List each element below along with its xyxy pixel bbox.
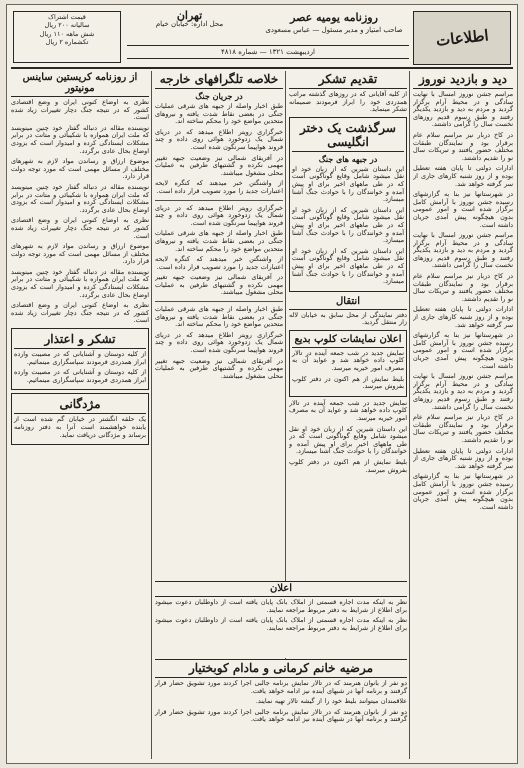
headline-foreign-telegrams: خلاصه تلگرافهای خارجه xyxy=(155,71,283,89)
thanks-notice-box xyxy=(11,328,149,390)
section-separator xyxy=(155,301,283,302)
subscription-price-box xyxy=(13,11,121,63)
logo-text: اطلاعات xyxy=(434,26,490,50)
headline-nowruz: دید و بازدید نوروز xyxy=(413,71,513,89)
club-notice-box xyxy=(289,330,407,397)
column-divider xyxy=(409,71,410,759)
article-paragraph: در کاخ دربار نیز مراسم سلام عام برقرار بود و نمایندگان طبقات مختلف حضور یافتند و تبریکات سال نو را تقدیم داشتند. xyxy=(413,413,513,444)
headline-apology: تشکر و اعتذار xyxy=(14,331,146,349)
headline-reward: مژدگانی xyxy=(14,396,146,414)
article-paragraph: این داستان شیرین که از زبان خود او نقل میشود شامل وقایع گوناگونی است که در طی ماههای اخیر برای او پیش آمده و خوانندگان را با حوادث جنگ آشنا میسازد. xyxy=(292,205,404,245)
article-paragraph: طبق اخبار واصله از جبهه های شرقی عملیات جنگی در بعضی نقاط شدت یافته و نیروهای متحدین مواضع خود را محکم ساخته اند. xyxy=(155,305,283,329)
newspaper-logo xyxy=(413,11,511,65)
wide-performance-notice xyxy=(155,659,407,762)
headline-english-girl: سرگذشت یک دختر انگلیسی xyxy=(292,120,404,152)
article-paragraph: در کاخ دربار نیز مراسم سلام عام برقرار بود و نمایندگان طبقات مختلف حضور یافتند و تبریکات سال نو را تقدیم داشتند. xyxy=(413,272,513,303)
article-paragraph: در آفریقای شمالی نیز وضعیت جبهه تغییر مهمی نکرده و گشتیهای طرفین به عملیات محلی مشغول میباشند. xyxy=(155,356,283,380)
article-paragraph: ادارات دولتی تا پایان هفته تعطیل بوده و از روز شنبه کارهای جاری از سر گرفته خواهد شد. xyxy=(413,446,513,470)
article-paragraph: در شهرستانها نیز بنا به گزارشهای رسیده جشن نوروز با آرامش کامل برگزار شده است و امور عمومی بدون هیچگونه پیش آمدی جریان داشته است. xyxy=(413,472,513,511)
column-nowruz xyxy=(413,71,513,759)
article-paragraph: نویسنده مقاله در دنباله گفتار خود چنین مینویسد که ملت ایران همواره با شکیبائی و متانت در برابر مشکلات ایستادگی کرده و امیدوار است که بزودی اوضاع بحال عادی برگردد. xyxy=(11,182,149,214)
article-paragraph: نظری به اوضاع کنونی ایران و وضع اقتصادی کشور که در نتیجه جنگ دچار تغییرات زیاد شده است. xyxy=(11,301,149,325)
article-paragraph: از واشنگتن خبر میدهند که کنگره لایحه اعتبارات جدید را مورد تصویب قرار داده است. xyxy=(155,179,283,195)
reward-notice-box xyxy=(11,393,149,445)
article-paragraph: دفتر نمایندگی از محل سابق به خیابان لاله زار منتقل گردید. xyxy=(289,310,407,327)
wide-notice xyxy=(155,581,407,658)
date-strip: اردیبهشت ۱۳۲۱ — شماره ۴۸۱۸ xyxy=(127,45,409,59)
article-paragraph: نمایش جدید در شب جمعه آینده در تالار کلوپ داده خواهد شد و عواید آن به مصرف امور خیریه میرسد. xyxy=(289,398,407,423)
headline-club: اعلان نمایشات کلوپ بدیع xyxy=(292,333,404,348)
article-paragraph: بلیط نمایش از هم اکنون در دفتر کلوپ بفروش میرسد. xyxy=(292,374,404,391)
subheadline: در جبهه های جنگ xyxy=(318,153,378,164)
article-paragraph: در شهرستانها نیز بنا به گزارشهای رسیده جشن نوروز با آرامش کامل برگزار شده است و امور عمومی بدون هیچگونه پیش آمدی جریان داشته است. xyxy=(413,190,513,229)
article-paragraph: یک حلقه انگشتر در خیابان گم شده است از یابنده خواهشمند است آنرا به دفتر روزنامه برساند و مژدگانی دریافت نماید. xyxy=(14,415,146,439)
article-paragraph: در کاخ دربار نیز مراسم سلام عام برقرار بود و نمایندگان طبقات مختلف حضور یافتند و تبریکات سال نو را تقدیم داشتند. xyxy=(413,130,513,162)
article-paragraph: علاقمندان میتوانند بلیط خود را از گیشه تالار تهیه نمایند. xyxy=(255,697,407,706)
article-paragraph: از کلیه دوستان و آشنایانی که در مصیبت وارده ابراز همدردی فرمودند سپاسگزاری مینمائیم. xyxy=(14,368,146,384)
article-paragraph: در شهرستانها نیز بنا به گزارشهای رسیده جشن نوروز با آرامش کامل برگزار شده است و امور عمومی بدون هیچگونه پیش آمدی جریان داشته است. xyxy=(413,331,513,370)
article-paragraph: از واشنگتن خبر میدهند که کنگره لایحه اعتبارات جدید را مورد تصویب قرار داده است. xyxy=(155,255,283,271)
article-paragraph: نمایش جدید در شب جمعه آینده در تالار کلوپ داده خواهد شد و عواید آن به مصرف امور خیریه میرسد. xyxy=(292,348,404,373)
price-line: قیمت اشتراک xyxy=(48,13,86,21)
article-paragraph: نظر به اینکه مدت اجاره قسمتی از املاک بانک پایان یافته است از داوطلبان دعوت میشود برای اطلاع از شرایط به دفتر مربوط مراجعه نمایند. xyxy=(155,616,407,632)
article-paragraph: خبرگزاری رویتر اطلاع میدهد که در دریای شمال یک زدوخورد هوائی روی داده و چند فروند هواپیما سرنگون شده است. xyxy=(155,203,283,227)
headline-notice: اعلان xyxy=(155,582,407,597)
article-paragraph: نظر به اینکه مدت اجاره قسمتی از املاک بانک پایان یافته است از داوطلبان دعوت میشود برای اطلاع از شرایط به دفتر مربوط مراجعه نمایند. xyxy=(155,598,407,614)
headline-thanks: تقدیم تشکر xyxy=(289,71,407,89)
article-paragraph: این داستان شیرین که از زبان خود او نقل میشود شامل وقایع گوناگونی است که در طی ماههای اخیر برای او پیش آمده و خوانندگان را با حوادث جنگ آشنا میسازد. xyxy=(289,424,407,456)
masthead-title: روزنامه یومیه عصر xyxy=(290,11,378,24)
article-paragraph: در آفریقای شمالی نیز وضعیت جبهه تغییر مهمی نکرده و گشتیهای طرفین به عملیات محلی مشغول میباشند. xyxy=(155,273,283,297)
article-paragraph: نظری به اوضاع کنونی ایران و وضع اقتصادی کشور که در نتیجه جنگ دچار تغییرات زیاد شده است. xyxy=(11,216,149,240)
article-paragraph: خبرگزاری رویتر اطلاع میدهد که در دریای شمال یک زدوخورد هوائی روی داده و چند فروند هواپیما سرنگون شده است. xyxy=(155,127,283,151)
article-paragraph: موضوع ارزاق و رساندن مواد لازم به شهرهای مختلف از مسائل مهمی است که مورد توجه دولت قرار دارد. xyxy=(11,157,149,181)
article-paragraph: مراسم جشن نوروز امسال با نهایت سادگی و در محیط آرام برگزار گردید و مردم به دید و بازدید یکدیگر رفتند و طبق رسوم قدیم روزهای نخست سال را گرامی داشتند. xyxy=(413,231,513,270)
article-paragraph: از کلیه دوستان و آشنایانی که در مصیبت وارده ابراز همدردی فرمودند سپاسگزاری مینمائیم. xyxy=(14,350,146,366)
price-line: شش ماهه ۱۱۰ ریال xyxy=(39,29,95,38)
article-paragraph: بلیط نمایش از هم اکنون در دفتر کلوپ بفروش میرسد. xyxy=(289,458,407,474)
article-paragraph: این داستان شیرین که از زبان خود او نقل میشود شامل وقایع گوناگونی است که در طی ماههای اخیر برای او پیش آمده و خوانندگان را با حوادث جنگ آشنا میسازد. xyxy=(292,246,404,286)
article-paragraph: طبق اخبار واصله از جبهه های شرقی عملیات جنگی در بعضی نقاط شدت یافته و نیروهای متحدین مواضع خود را محکم ساخته اند. xyxy=(155,102,283,126)
subheadline: در جریان جنگ xyxy=(195,91,243,101)
article-paragraph: دو نفر از بانوان هنرمند که در تالار نمایش برنامه جالبی اجرا کردند مورد تشویق حضار قرار گرفتند و برنامه آنها در شبهای آینده نیز ادامه خواهد یافت. xyxy=(155,679,407,695)
newspaper-page xyxy=(6,4,518,764)
article-paragraph: دو نفر از بانوان هنرمند که در تالار نمایش برنامه جالبی اجرا کردند مورد تشویق حضار قرار گرفتند و برنامه آنها در شبهای آینده نیز ادامه خواهد یافت. xyxy=(155,707,407,724)
article-paragraph: طبق اخبار واصله از جبهه های شرقی عملیات جنگی در بعضی نقاط شدت یافته و نیروهای متحدین مواضع خود را محکم ساخته اند. xyxy=(155,229,283,253)
article-paragraph: موضوع ارزاق و رساندن مواد لازم به شهرهای مختلف از مسائل مهمی است که مورد توجه دولت قرار دارد. xyxy=(11,242,149,266)
masthead-subtitle: صاحب امتیاز و مدیر مسئول — عباس مسعودی xyxy=(265,26,403,34)
article-paragraph: نظری به اوضاع کنونی ایران و وضع اقتصادی کشور که در نتیجه جنگ دچار تغییرات زیاد شده است. xyxy=(11,98,149,122)
article-paragraph: مراسم جشن نوروز امسال با نهایت سادگی و در محیط آرام برگزار گردید و مردم به دید و بازدید یکدیگر رفتند و طبق رسوم قدیم روزهای نخست سال را گرامی داشتند. xyxy=(413,372,513,411)
price-line: سالیانه ۲۰۰ ریال xyxy=(44,21,90,30)
article-paragraph: ادارات دولتی تا پایان هفته تعطیل بوده و از روز شنبه کارهای جاری از سر گرفته خواهد شد. xyxy=(413,305,513,329)
column-press-review xyxy=(11,71,149,759)
masthead xyxy=(11,9,513,69)
article-paragraph: ادارات دولتی تا پایان هفته تعطیل بوده و از روز شنبه کارهای جاری از سر گرفته خواهد شد. xyxy=(413,164,513,188)
article-paragraph: خبرگزاری رویتر اطلاع میدهد که در دریای شمال یک زدوخورد هوائی روی داده و چند فروند هواپیما سرنگون شده است. xyxy=(155,330,283,355)
headline-monitor: از روزنامه کریستین ساینس مونیتور xyxy=(11,71,149,97)
section-separator xyxy=(155,200,283,201)
article-paragraph: از کلیه آقایانی که در روزهای گذشته مراتب همدردی خود را ابراز فرمودند صمیمانه تشکر مینماید. xyxy=(289,90,407,114)
article-paragraph: نویسنده مقاله در دنباله گفتار خود چنین مینویسد که ملت ایران همواره با شکیبائی و متانت در برابر مشکلات ایستادگی کرده و امیدوار است که بزودی اوضاع بحال عادی برگردد. xyxy=(11,123,149,155)
price-line: تکشماره ۲ ریال xyxy=(45,38,89,47)
headline-performance: مرضیه خانم کرمانی و مادام کوبختیار xyxy=(155,660,407,678)
address-text: محل اداره: خیابان خیام xyxy=(155,20,224,28)
article-paragraph: در آفریقای شمالی نیز وضعیت جبهه تغییر مهمی نکرده و گشتیهای طرفین به عملیات محلی مشغول میباشند. xyxy=(155,153,283,177)
headline-transfer: انتقال xyxy=(289,295,407,310)
address-block xyxy=(127,11,252,43)
article-paragraph: مراسم جشن نوروز امسال با نهایت سادگی و در محیط آرام برگزار گردید و مردم به دید و بازدید یکدیگر رفتند و طبق رسوم قدیم روزهای نخست سال را گرامی داشتند. xyxy=(413,90,513,129)
article-paragraph: نویسنده مقاله در دنباله گفتار خود چنین مینویسد که ملت ایران همواره با شکیبائی و متانت در برابر مشکلات ایستادگی کرده و امیدوار است که بزودی اوضاع بحال عادی برگردد. xyxy=(11,267,149,299)
column-divider xyxy=(151,71,152,759)
serial-story-box xyxy=(289,117,407,292)
city-name: تهران xyxy=(176,9,203,22)
article-paragraph: این داستان شیرین که از زبان خود او نقل میشود شامل وقایع گوناگونی است که در طی ماههای اخیر برای او پیش آمده و خوانندگان را با حوادث جنگ آشنا میسازد. xyxy=(292,164,404,204)
